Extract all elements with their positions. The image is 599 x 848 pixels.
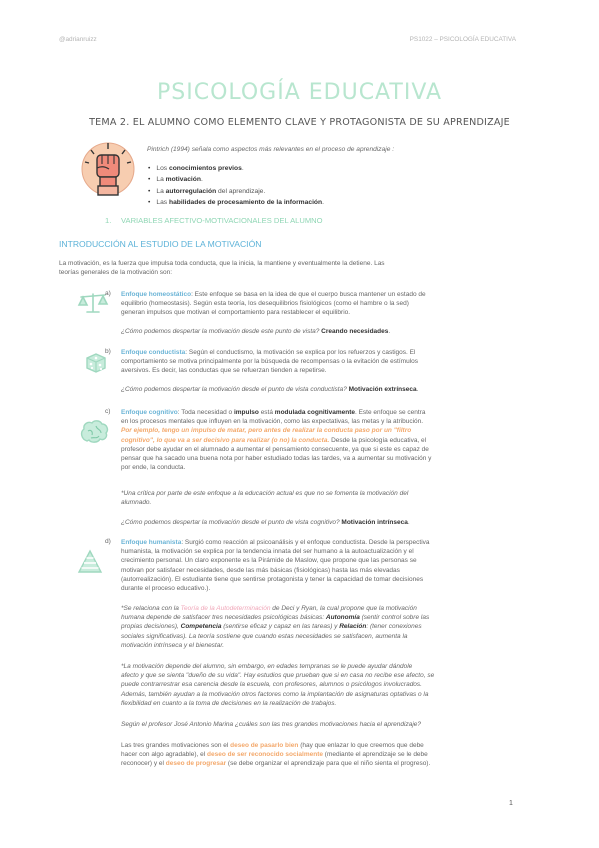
list-item: • La motivación. — [148, 174, 324, 185]
enfoque-conductista: Enfoque conductista: Según el conductismo, la motivación se explica por los refuerzos y castigos. El comportamiento se motiva principalmente por la búsqueda de recompensas o la evitación de estímulos aversivos. Es decir, las conductas que se refuerzan tienden a repetirse. — [121, 349, 418, 375]
intro-paragraph: La motivación, es la fuerza que impulsa toda conducta, que la inicia, la mantiene y eventualmente la detiene. Las teorías generales de la motivación son: — [59, 260, 385, 277]
enfoque-cognitivo: Enfoque cognitivo: Toda necesidad o impulso está modulada cognitivamente. Este enfoque se centra en los procesos mentales que influyen en la motivación, como las expectativas, las metas y la atribución. Por ejemplo, tengo un impulso de matar, pero antes de realizar la conducta paso por un "filtro cognitivo", lo que va a ser decisivo para realizar (o no) la conducta. Desde la psicología educativa, el profesor debe ayudar en el alumnado a aumentar el pensamiento consecuente, ya que si este es capaz de pensar que ha sacado una buena nota por haber estudiado todas las tardes, va a aumentar su motivación y por ende, la conducta. — [121, 409, 432, 472]
marina-question: Según el profesor José Antonio Marina ¿cuáles son las tres grandes motivaciones hacia el aprendizaje? — [121, 721, 422, 728]
list-item: • Los conocimientos previos. — [148, 163, 324, 174]
list-item: • La autorregulación del aprendizaje. — [148, 186, 324, 197]
motivation-note: *La motivación depende del alumno, sin embargo, en edades tempranas se le puede ayudar dándole afecto y que se sienta "dueño de su vida". Hay estudios que prueban que si en casa no recibe ese afecto, se puede contrarrestrar esa carencia desde la escuela, con profesores, alumnos o psicólogos involucrados. Además, también ayudan a la motivación otros factores como la implantación de asignaturas optativas o la flexibilidad en cuanto a la toma de decisiones en la realización de trabajos. — [121, 663, 435, 707]
item-letter-b: b) — [105, 348, 111, 355]
item-letter-a: a) — [105, 290, 111, 297]
item-letter-d: d) — [105, 538, 111, 545]
page-number: 1 — [509, 800, 513, 807]
self-determination-note: *Se relaciona con la Teoría de la Autodeterminación de Deci y Ryan, la cual propone que la motivación humana depende de satisfacer tres necesidades psicológicas básicas: Autonomía (sentir control sobre las propias decisiones), Competencia (sentirse eficaz y capaz en las tareas) y Relación: (tener conexiones sociales significativas). La teoría sostiene que cuando estas necesidades se satisfacen, aumenta la motivación intrínseca y el bienestar. — [121, 605, 430, 649]
question-c: ¿Cómo podemos despertar la motivación desde el punto de vista cognitivo? Motivación intrínseca. — [121, 519, 410, 526]
critique-note: *Una crítica por parte de este enfoque a la educación actual es que no se fomenta la motivación del alumnado. — [121, 490, 409, 507]
list-item: • Las habilidades de procesamiento de la información. — [148, 197, 324, 208]
brain-icon — [79, 419, 109, 445]
page-title: PSICOLOGÍA EDUCATIVA — [156, 80, 443, 105]
header-course: PS1022 – PSICOLOGÍA EDUCATIVA — [409, 36, 516, 43]
section-heading: 1. VARIABLES AFECTIVO-MOTIVACIONALES DEL ALUMNO — [105, 216, 323, 225]
question-b: ¿Cómo podemos despertar la motivación desde el punto de vista conductista? Motivación extrínseca. — [121, 386, 419, 393]
item-letter-c: c) — [105, 408, 111, 415]
topic-subtitle: TEMA 2. EL ALUMNO COMO ELEMENTO CLAVE Y PROTAGONISTA DE SU APRENDIZAJE — [89, 117, 510, 128]
enfoque-homeostatico: Enfoque homeostático: Este enfoque se basa en la idea de que el cuerpo busca mantener un estado de equilibrio (homeostasis). Según esta teoría, los desequilibrios fisiológicos (como el hambre o la sed) generan impulsos que motivan el comportamiento para restablecer el equilibrio. — [121, 291, 426, 317]
pyramid-icon — [77, 549, 103, 575]
learning-aspects-list — [148, 163, 324, 208]
enfoque-humanista: Enfoque humanista: Surgió como reacción al psicoanálisis y el enfoque conductista. Desde la perspectiva humanista, la motivación se explica por la tendencia innata del ser humano a la autoactualización y el crecimiento personal. Un claro exponente es la Pirámide de Maslow, que propone que las personas se motivan por satisfacer necesidades, desde las más básicas (fisiológicas) hasta las más elevadas (autorrealización). El estudiante tiene que sentirse protagonista y tener la capacidad de tomar decisiones durante el proceso educativo.). — [121, 539, 430, 593]
intro-heading: INTRODUCCIÓN AL ESTUDIO DE LA MOTIVACIÓN — [59, 239, 262, 249]
raised-fist-icon — [79, 140, 137, 198]
question-a: ¿Cómo podemos despertar la motivación desde este punto de vista? Creando necesidades. — [121, 328, 391, 335]
header-author: @adrianruizz — [59, 36, 97, 43]
three-motivations: Las tres grandes motivaciones son el deseo de pasarlo bien (hay que enlazar lo que creemos que debe hacer con algo agradable), el deseo de ser reconocido socialmente (mediante el aprendizaje se le debe reconocer) y el deseo de progresar (se debe organizar el aprendizaje para que el niño sienta el progreso). — [121, 742, 431, 768]
pintrich-intro: Pintrich (1994) señala como aspectos más relevantes en el proceso de aprendizaje : — [147, 146, 395, 153]
